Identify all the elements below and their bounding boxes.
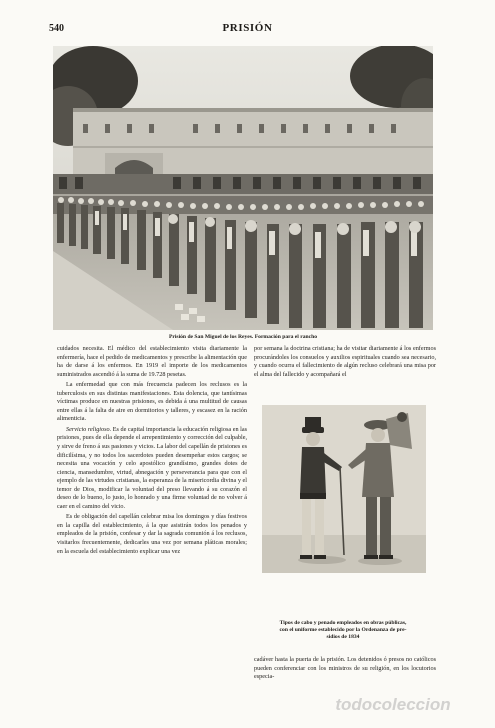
section-run-in: Servicio religioso. <box>66 425 112 433</box>
running-head: PRISIÓN <box>222 22 273 34</box>
paragraph-doctrine: por semana la doctrina cristiana; ha de visitar diariamente á los enfermos procurándoles los consuelos y auxilios espirituales cuando sea necesario, y cuando ocurra el fallecimiento de algún recluso celebrará una misa por el alma del fallecido y acompañará el <box>254 345 436 378</box>
top-photo-caption: Prisión de San Miguel de los Reyes. Formación para el rancho <box>168 334 318 340</box>
paragraph-religious-text: Es de capital importancia la educación religiosa en las prisiones, pues de ella depende el arrepentimiento y corrección del culpable, y sirve de freno á sus pasiones y vicios. La labor del capellán de prisiones es dificilísima, y no todos los sacerdotes pueden desempeñar estos cargos; se necesita una vocación y celo apostólico grandísimo, grandes dotes de ciencia, mansedumbre, virtud, abnegación y perseverancia para que con el ejemplo de las virtudes cristianas, la esperanza de la misericordia divina y el temor de Dios, modificar la voluntad del preso llevando á su corazón el deseo de lo bueno, lo justo, lo honrado y una firme voluntad de no volver á caer en el camino del vicio. <box>57 425 247 510</box>
right-text-column-top <box>254 345 436 379</box>
caption-line: Tipos de cabo y penado empleados en obras públicas, <box>279 620 407 626</box>
paragraph-non-catholic: cadáver hasta la puerta de la prisión. Los detenidos ó presos no católicos pueden conferenciar con los ministros de su religión, en los locutorios especia- <box>254 656 436 681</box>
paragraph-medical: cuidados necesita. El médico del establecimiento visita diariamente la enfermería, hace el pedido de medicamentos y prescribe la alimentación que ha de darse á los enfermos. En 1919 el importe de los medicamentos suministrados ascendió á la suma de 19.728 pesetas. <box>57 345 247 378</box>
page-number: 540 <box>49 23 64 34</box>
paragraph-religious-service <box>57 426 247 511</box>
watermark: todocoleccion <box>335 695 451 714</box>
caption-line: con el uniforme establecido por la Ordenanza de pre- <box>279 627 407 633</box>
prison-courtyard-photo <box>53 46 433 330</box>
right-text-column-bottom <box>254 656 436 682</box>
corporal-and-convict-photo <box>262 405 426 573</box>
paragraph-tuberculosis: La enfermedad que con más frecuencia padecen los reclusos es la tuberculosis en sus distintas manifestaciones. Esta dolencia, que tantísimas víctimas produce en nuestras prisiones, es debida á una multitud de causas entre ellas á la falta de aire en dormitorios y talleres, y escasez en la ración alimenticia. <box>57 381 247 423</box>
paragraph-chaplain: Es de obligación del capellán celebrar misa los domingos y días festivos en la capilla del establecimiento, á la que asistirán todos los penados y empleados de la prisión, confesar y dar la sagrada comunión á los reclusos, visitarlos frecuentemente, dedicarles una vez por semana pláticas morales; en la escuela del establecimiento explicar una vez <box>57 513 247 555</box>
caption-line: sidios de 1834 <box>326 634 360 640</box>
left-text-column <box>57 345 247 556</box>
bottom-photo-caption <box>257 620 429 641</box>
